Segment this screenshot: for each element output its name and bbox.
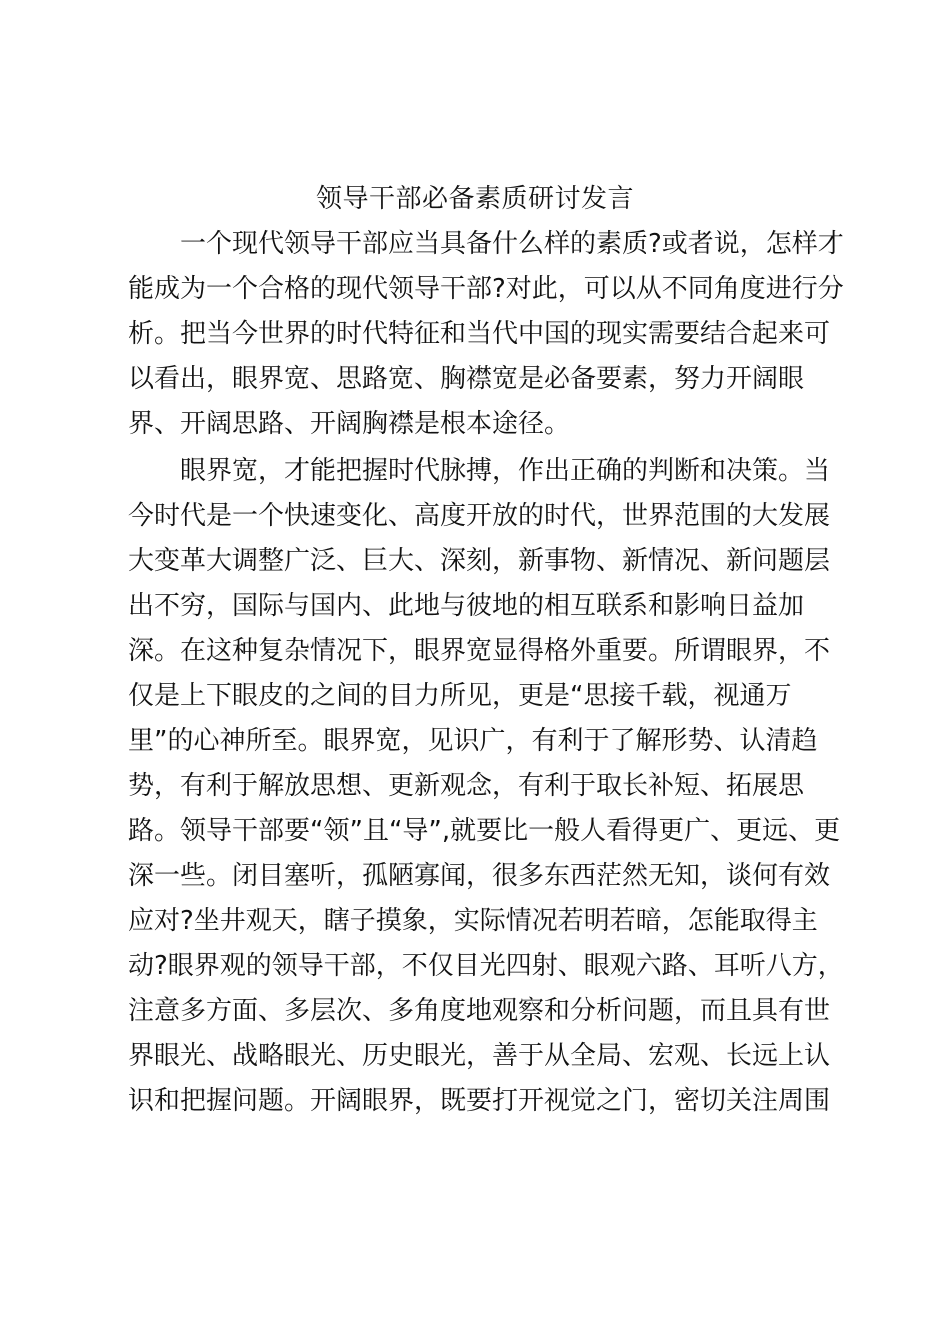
paragraph-line: 动?眼界观的领导干部，不仅目光四射、眼观六路、耳听八方，	[128, 951, 844, 981]
paragraph-line: 一个现代领导干部应当具备什么样的素质?或者说，怎样才	[180, 229, 844, 259]
paragraph-line: 应对?坐井观天，瞎子摸象，实际情况若明若暗，怎能取得主	[128, 906, 818, 936]
paragraph-line: 能成为一个合格的现代领导干部?对此，可以从不同角度进行分	[128, 274, 844, 304]
paragraph-line: 以看出，眼界宽、思路宽、胸襟宽是必备要素，努力开阔眼	[128, 364, 805, 394]
paragraph-line: 里”的心神所至。眼界宽，见识广，有利于了解形势、认清趋	[128, 726, 818, 756]
paragraph-line: 深。在这种复杂情况下，眼界宽显得格外重要。所谓眼界，不	[128, 636, 831, 666]
paragraph-line: 析。把当今世界的时代特征和当代中国的现实需要结合起来可	[128, 319, 831, 349]
paragraph-2	[128, 449, 844, 1124]
paragraph-line: 深一些。闭目塞听，孤陋寡闻，很多东西茫然无知，谈何有效	[128, 861, 831, 891]
document-title: 领导干部必备素质研讨发言	[315, 184, 634, 214]
paragraph-line: 大变革大调整广泛、巨大、深刻，新事物、新情况、新问题层	[128, 546, 831, 576]
paragraph-line: 势，有利于解放思想、更新观念，有利于取长补短、拓展思	[128, 771, 805, 801]
paragraph-line: 眼界宽，才能把握时代脉搏，作出正确的判断和决策。当	[180, 456, 831, 486]
document-body	[128, 222, 844, 1124]
paragraph-line: 注意多方面、多层次、多角度地观察和分析问题，而且具有世	[128, 996, 831, 1026]
paragraph-line: 今时代是一个快速变化、高度开放的时代，世界范围的大发展	[128, 501, 831, 531]
paragraph-line: 界、开阔思路、开阔胸襟是根本途径。	[128, 409, 571, 439]
paragraph-line: 界眼光、战略眼光、历史眼光，善于从全局、宏观、长远上认	[128, 1041, 831, 1071]
paragraph-line: 路。领导干部要“领”且“导”,就要比一般人看得更广、更远、更	[128, 816, 841, 846]
paragraph-line: 仅是上下眼皮的之间的目力所见，更是“思接千载，视通万	[128, 681, 792, 711]
paragraph-line: 识和把握问题。开阔眼界，既要打开视觉之门，密切关注周围	[128, 1086, 831, 1116]
paragraph-1	[128, 222, 844, 447]
paragraph-line: 出不穷，国际与国内、此地与彼地的相互联系和影响日益加	[128, 591, 805, 621]
